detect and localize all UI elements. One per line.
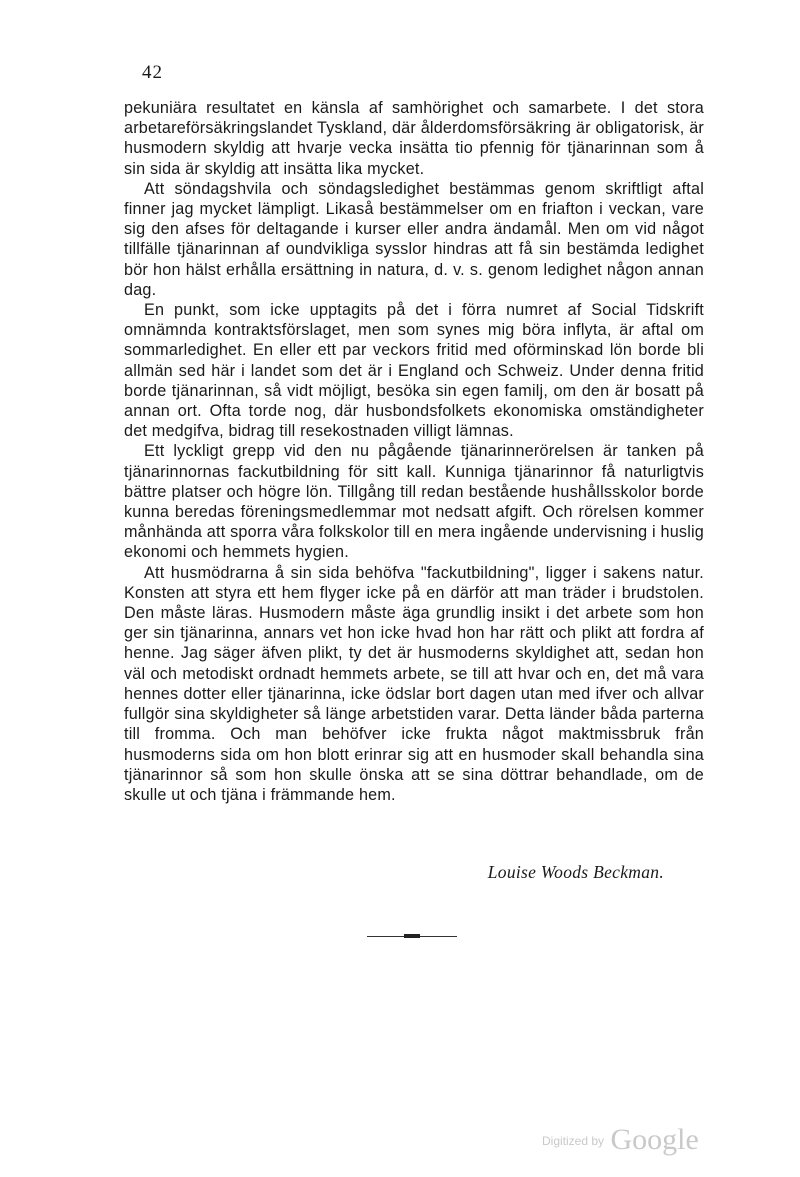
paragraph-2: Att söndagshvila och söndagsledighet bestämmas genom skriftligt aftal finner jag mycket lämpligt. Likaså bestämmelser om en friafton i veckan, vare sig den afses för deltagande i kurser eller andra ändamål. Men om vid något tillfälle tjänarinnan af oundvikliga sysslor hindras att få sin bestämda ledighet bör hon hälst erhålla ersättning in natura, d. v. s. genom ledighet någon annan dag. bbox=[124, 179, 704, 299]
watermark-digitized-label: Digitized by bbox=[542, 1134, 605, 1148]
author-signature: Louise Woods Beckman. bbox=[487, 862, 664, 882]
paragraph-4: Ett lyckligt grepp vid den nu pågående tjänarinnerörelsen är tanken på tjänarinnornas fackutbildning för sitt kall. Kunniga tjänarinnor få naturligtvis bättre platser och högre lön. Tillgång till redan bestående hushållsskolor borde kunna beredas föreningsmedlemmar mot nedsatt afgift. Och rörelsen kommer månhända att sporra våra folkskolor till en mera ingående undervisning i huslig ekonomi och hemmets hygien. bbox=[124, 442, 704, 562]
digitized-watermark bbox=[542, 1123, 699, 1157]
paragraph-1: pekuniära resultatet en känsla af samhörighet och samarbete. I det stora arbetareförsäkringslandet Tyskland, där ålderdomsförsäkring är obligatorisk, är husmodern skyldig att hvarje vecka insätta tio pfennig för tjänarinnan som å sin sida är skyldig att insätta lika mycket. bbox=[124, 99, 704, 178]
page-number: 42 bbox=[142, 62, 163, 83]
paragraph-5: Att husmödrarna å sin sida behöfva "fackutbildning", ligger i sakens natur. Konsten att styra ett hem flyger icke på en därför att man träder i brudstolen. Den måste läras. Husmodern måste äga grundlig insikt i det arbete som hon ger sin tjänarinna, annars vet hon icke hvad hon har rätt och plikt att fordra af henne. Jag säger äfven plikt, ty det är husmoderns skyldighet att, sedan hon väl och metodiskt ordnadt hemmets arbete, se till att hvar och en, det må vara hennes dotter eller tjänarinna, icke ödslar bort dagen utan med ifver och allvar fullgör sina skyldigheter så länge arbetstiden varar. Detta länder båda parterna till fromma. Och man behöfver icke frukta något maktmissbruk från husmoderns sida om hon blott erinrar sig att en husmoder skall behandla sina tjänarinnor så som hon skulle önska att se sina döttrar behandlade, om de skulle ut och tjäna i främmande hem. bbox=[124, 563, 704, 804]
section-divider-ornament bbox=[404, 934, 420, 938]
watermark-brand: Google bbox=[610, 1123, 699, 1156]
paragraph-3: En punkt, som icke upptagits på det i förra numret af Social Tidskrift omnämnda kontraktsförslaget, men som synes mig böra inflyta, är aftal om sommarledighet. En eller ett par veckors fritid med oförminskad lön borde bli allmän sed här i landet som det är i England och Schweiz. Under denna fritid borde tjänarinnan, så vidt möjligt, besöka sin egen familj, om den är bosatt på annan ort. Ofta torde nog, där husbondsfolkets ekonomiska omständigheter det medgifva, bidrag till resekostnaden villigt lämnas. bbox=[124, 301, 704, 441]
article-body bbox=[124, 98, 704, 805]
